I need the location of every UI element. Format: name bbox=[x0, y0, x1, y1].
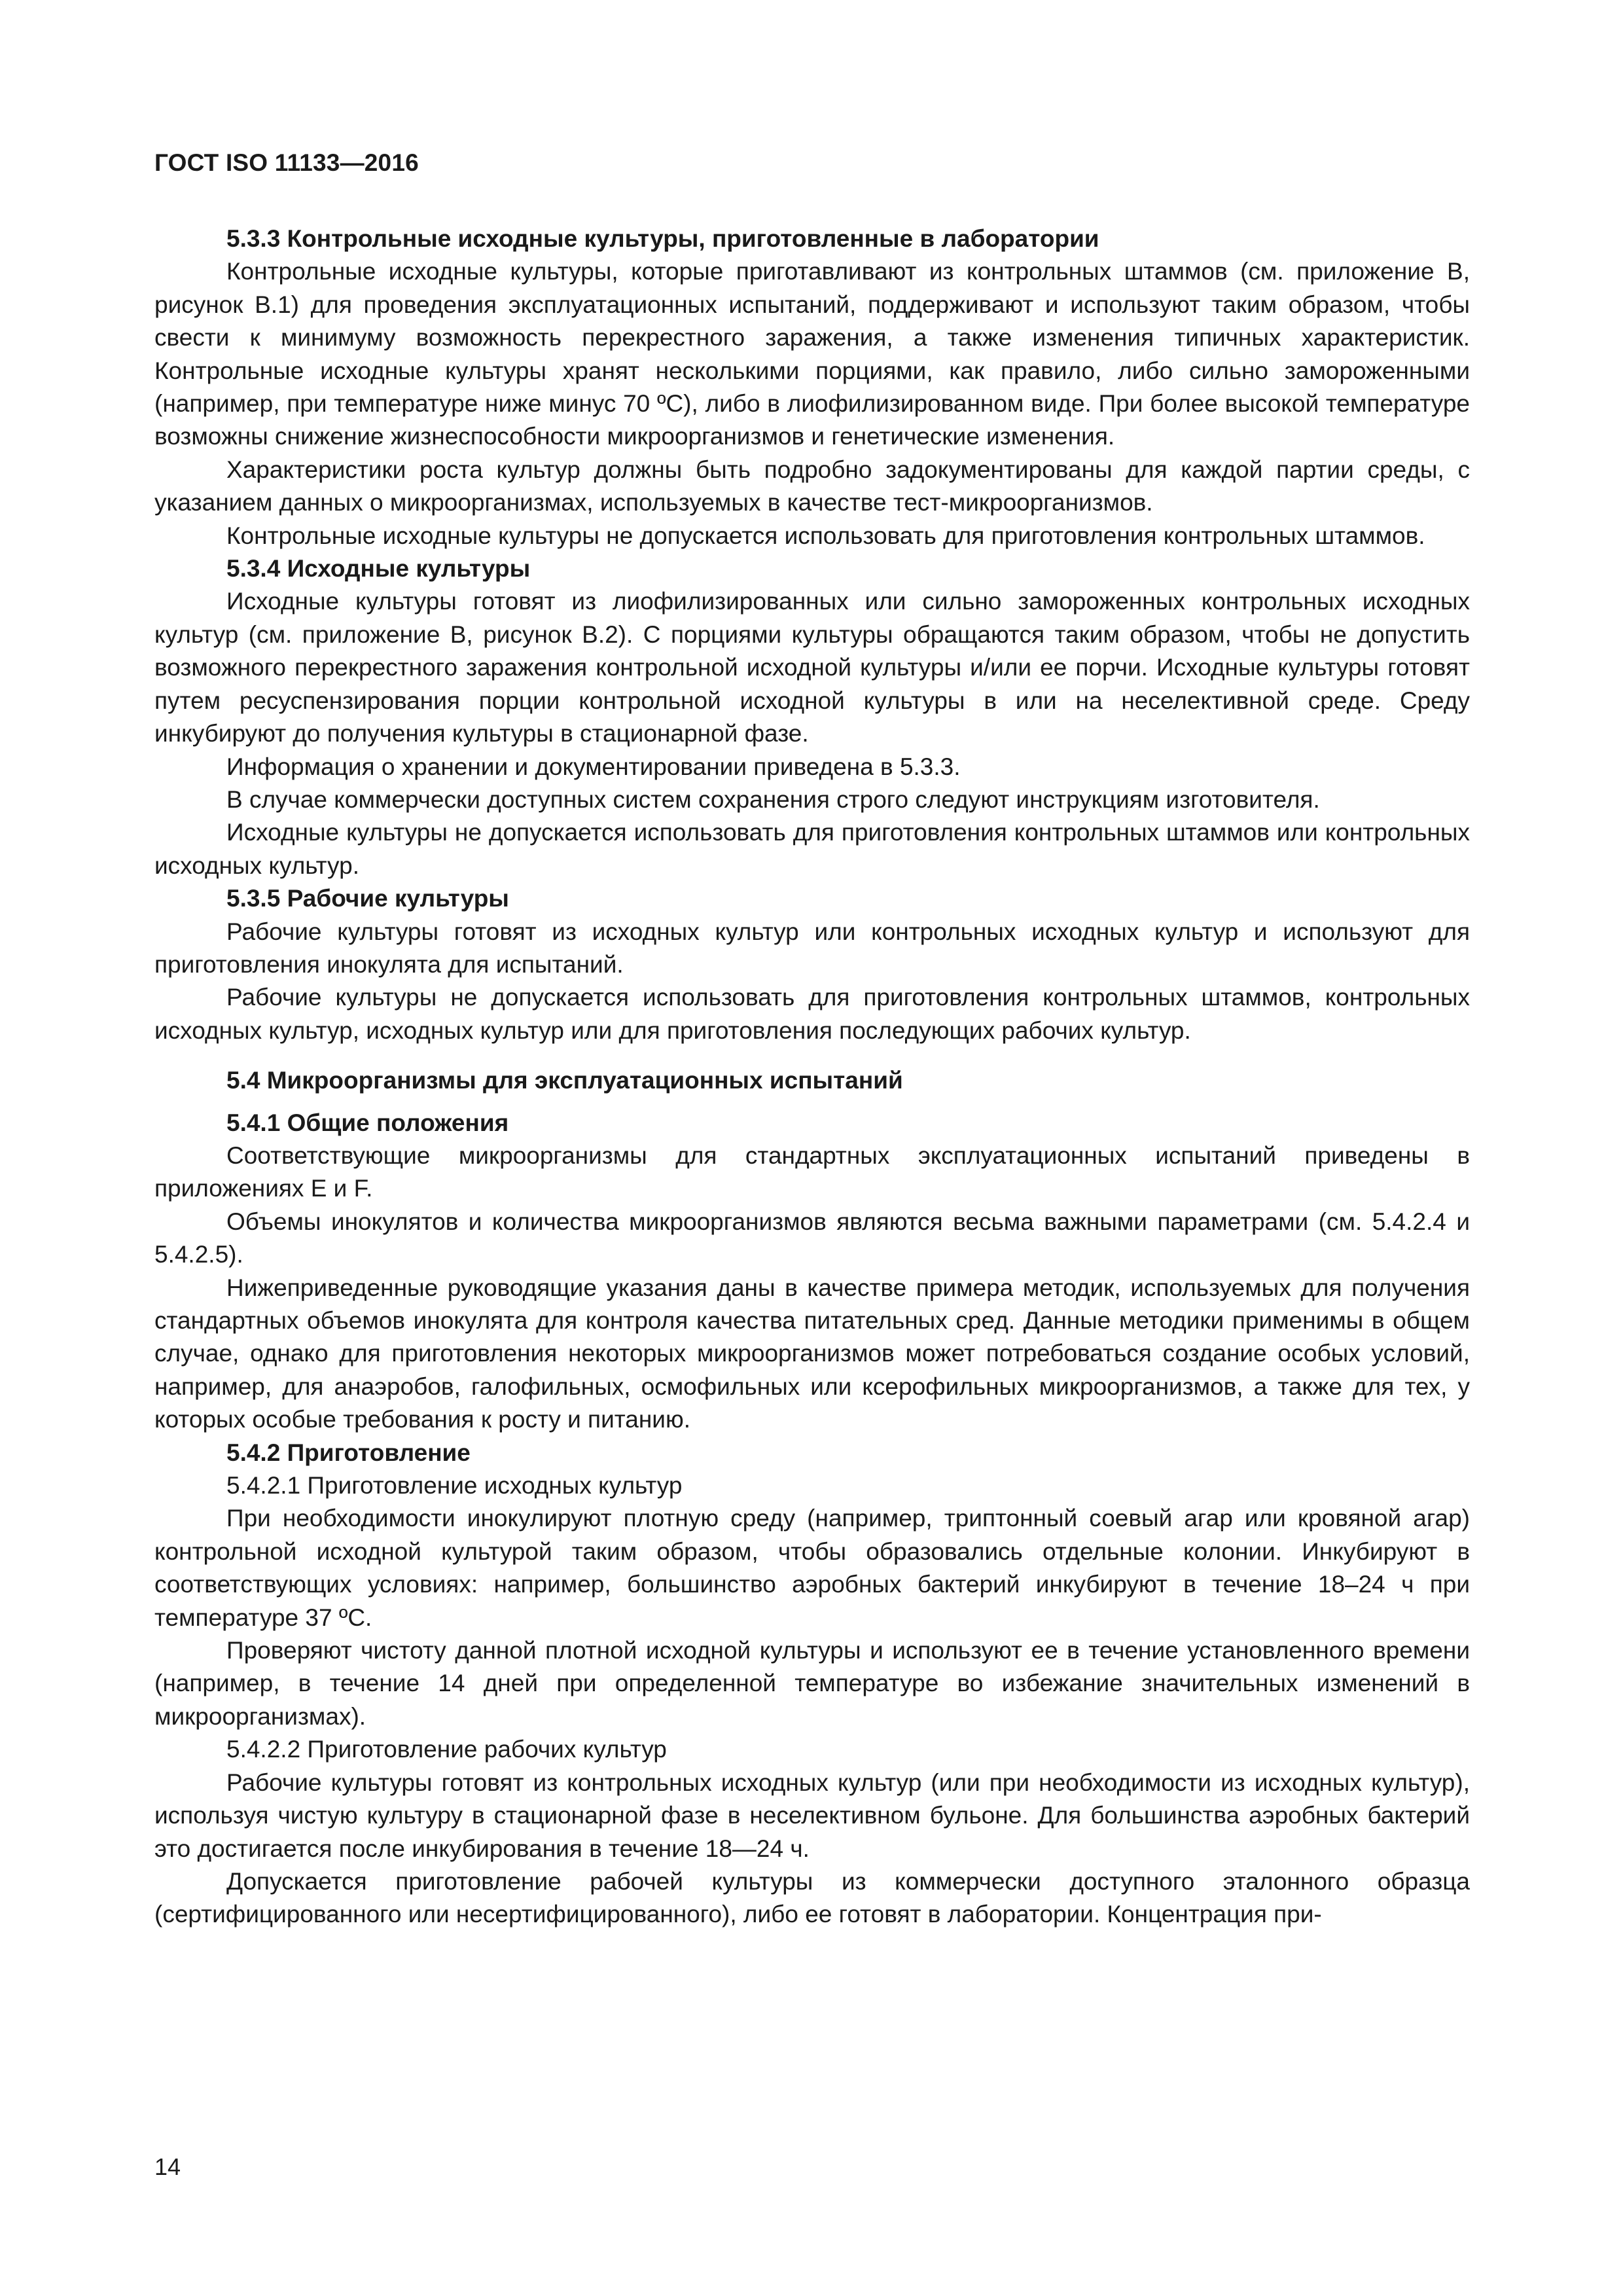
page-number: 14 bbox=[154, 2153, 181, 2180]
subsection-heading: 5.3.4 Исходные культуры bbox=[226, 555, 531, 583]
subsection-heading: 5.4.2 Приготовление bbox=[226, 1439, 471, 1466]
body-paragraph: Проверяют чистоту данной плотной исходной культуры и используют ее в течение установленного времени (например, в течение 14 дней при определенной температуре во избежание значительных изменений в микроорганизмах). bbox=[154, 1637, 1470, 1730]
body-paragraph: Допускается приготовление рабочей культуры из коммерчески доступного эталонного образца (сертифицированного или несертифицированного), либо ее готовят в лаборатории. Концентрация при- bbox=[154, 1867, 1470, 1928]
body-paragraph: Рабочие культуры готовят из исходных культур или контрольных исходных культур и используют для приготовления инокулята для испытаний. bbox=[154, 918, 1470, 978]
body-paragraph: Контрольные исходные культуры, которые приготавливают из контрольных штаммов (см. приложение В, рисунок В.1) для проведения эксплуатационных испытаний, поддерживают и используют таким образом, чтобы свести к минимуму возможность перекрестного заражения, а также изменения типичных характеристик. Контрольные исходные культуры хранят несколькими порциями, как правило, либо сильно замороженными (например, при температуре ниже минус 70 ºС), либо в лиофилизированном виде. При более высокой температуре возможны снижение жизнеспособности микроорганизмов и генетические изменения. bbox=[154, 258, 1470, 450]
body-paragraph: Характеристики роста культур должны быть подробно задокументированы для каждой партии среды, с указанием данных о микроорганизмах, используемых в качестве тест-микроорганизмов. bbox=[154, 456, 1470, 516]
body-paragraph: При необходимости инокулируют плотную среду (например, триптонный соевый агар или кровяной агар) контрольной исходной культурой таким образом, чтобы образовались отдельные колонии. Инкубируют в соответствующих условиях: например, большинство аэробных бактерий инкубируют в течение 18–24 ч при температуре 37 ºС. bbox=[154, 1505, 1470, 1631]
body-paragraph: 5.4.2.2 Приготовление рабочих культур bbox=[226, 1736, 667, 1763]
subsection-heading: 5.3.5 Рабочие культуры bbox=[226, 885, 509, 912]
body-paragraph: Контрольные исходные культуры не допускается использовать для приготовления контрольных штаммов. bbox=[226, 522, 1425, 549]
body-paragraph: Исходные культуры готовят из лиофилизированных или сильно замороженных контрольных исходных культур (см. приложение В, рисунок В.2). С порциями культуры обращаются таким образом, чтобы не допустить возможного перекрестного заражения контрольной исходной культуры и/или ее порчи. Исходные культуры готовят путем ресуспензирования порции контрольной исходной культуры в или на неселективной среде. Среду инкубируют до получения культуры в стационарной фазе. bbox=[154, 588, 1470, 747]
body-paragraph: Соответствующие микроорганизмы для стандартных эксплуатационных испытаний приведены в приложениях Е и F. bbox=[154, 1141, 1470, 1202]
subsection-heading: 5.3.3 Контрольные исходные культуры, приготовленные в лаборатории bbox=[226, 225, 1099, 252]
body-paragraph: 5.4.2.1 Приготовление исходных культур bbox=[226, 1472, 683, 1499]
body-paragraph: Нижеприведенные руководящие указания даны в качестве примера методик, используемых для получения стандартных объемов инокулята для контроля качества питательных сред. Данные методики применимы в общем случае, однако для приготовления некоторых микроорганизмов может потребоваться создание особых условий, например, для анаэробов, галофильных, осмофильных или ксерофильных микроорганизмов, а также для тех, у которых особые требования к росту и питанию. bbox=[154, 1274, 1470, 1433]
body-paragraph: Рабочие культуры готовят из контрольных исходных культур (или при необходимости из исходных культур), используя чистую культуру в стационарной фазе в неселективном бульоне. Для большинства аэробных бактерий это достигается после инкубирования в течение 18—24 ч. bbox=[154, 1768, 1470, 1862]
body-paragraph: Исходные культуры не допускается использовать для приготовления контрольных штаммов или контрольных исходных культур. bbox=[154, 819, 1470, 879]
subsection-heading: 5.4.1 Общие положения bbox=[226, 1109, 509, 1136]
body-paragraph: Рабочие культуры не допускается использовать для приготовления контрольных штаммов, контрольных исходных культур, исходных культур или для приготовления последующих рабочих культур. bbox=[154, 984, 1470, 1044]
document-body bbox=[154, 223, 1470, 1931]
document-header: ГОСТ ISO 11133—2016 bbox=[154, 149, 419, 176]
section-heading: 5.4 Микроорганизмы для эксплуатационных испытаний bbox=[226, 1067, 903, 1094]
body-paragraph: Объемы инокулятов и количества микроорганизмов являются весьма важными параметрами (см. 5.4.2.4 и 5.4.2.5). bbox=[154, 1208, 1470, 1268]
body-paragraph: Информация о хранении и документировании приведена в 5.3.3. bbox=[226, 753, 961, 780]
body-paragraph: В случае коммерчески доступных систем сохранения строго следуют инструкциям изготовителя. bbox=[226, 785, 1320, 813]
